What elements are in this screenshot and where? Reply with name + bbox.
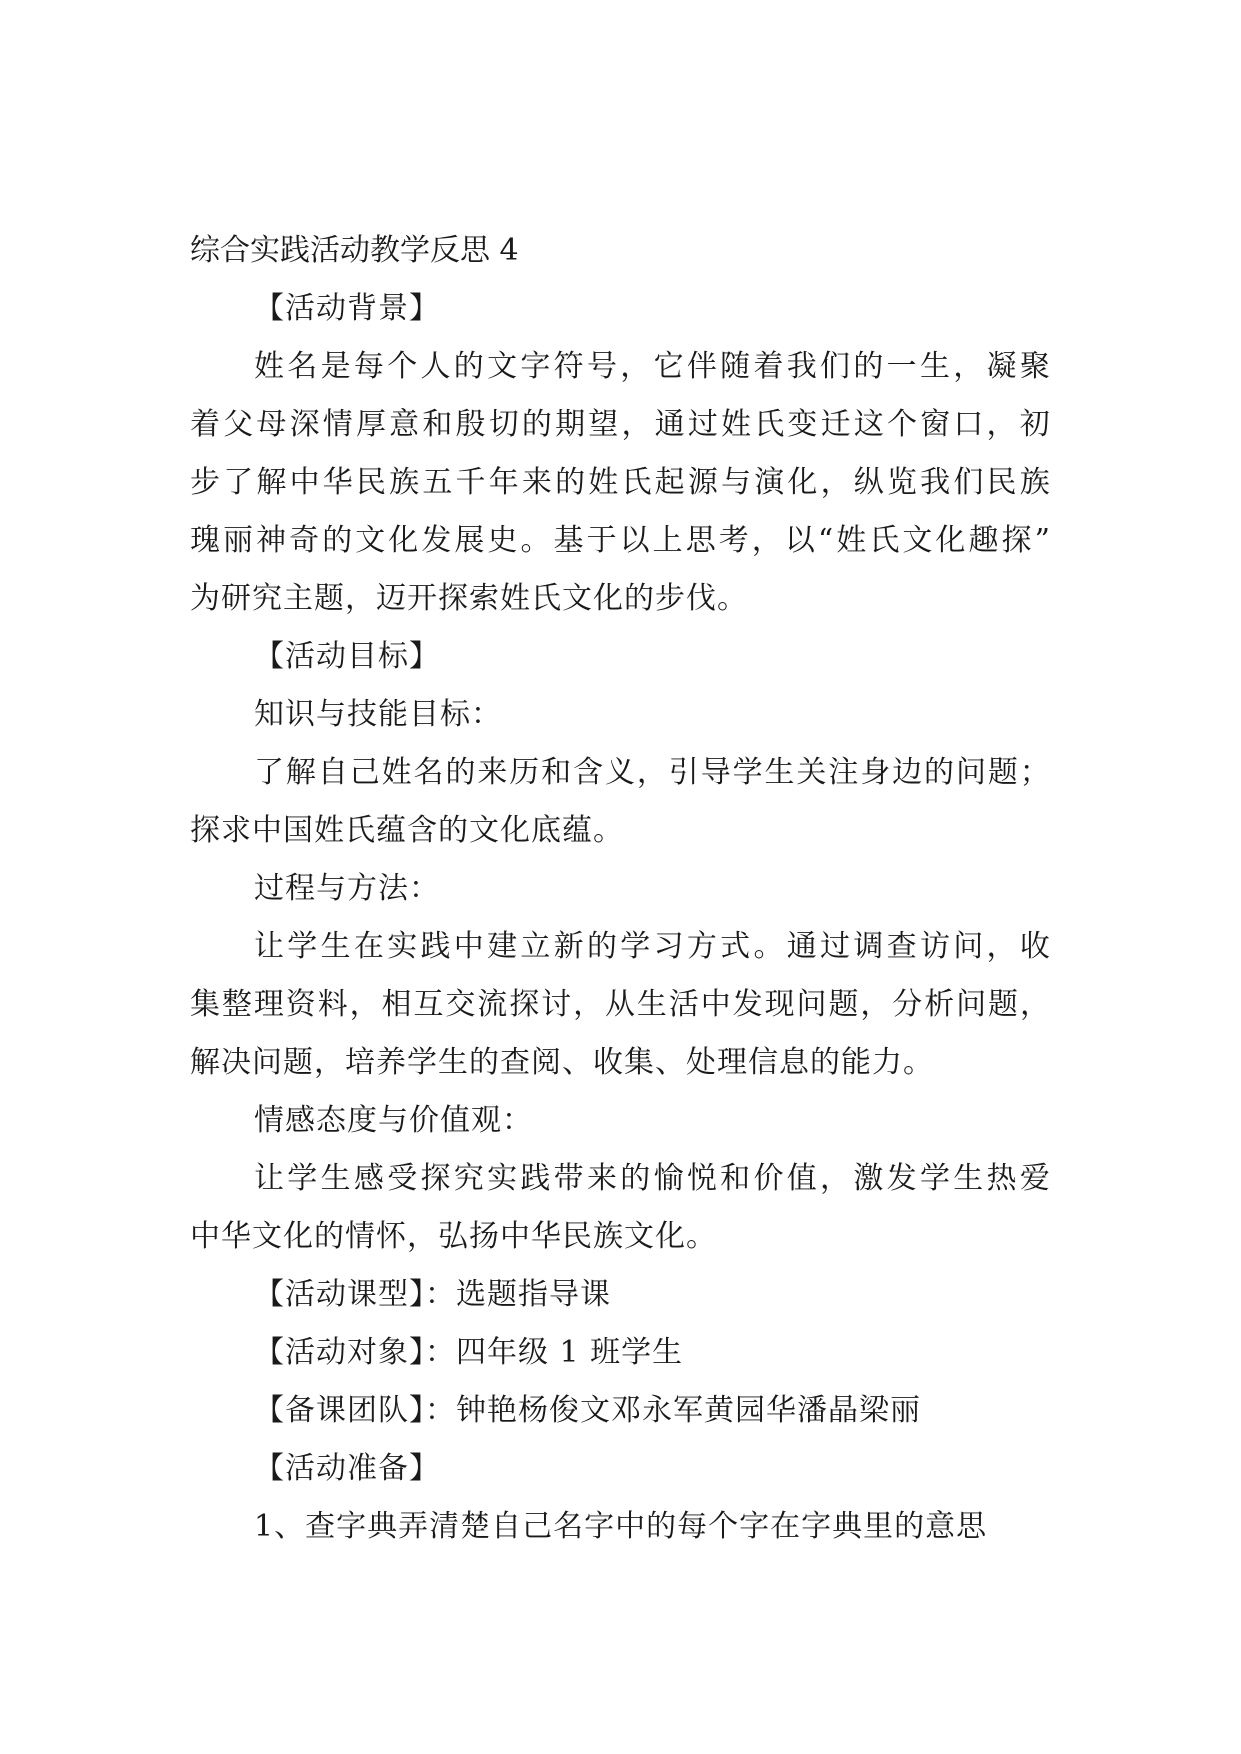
paragraph-line: 【活动背景】	[254, 291, 440, 326]
paragraph-line: 【活动准备】	[254, 1451, 440, 1486]
paragraph-line: 姓 名 是 每 个 人 的 文 字 符 号 ， 它 伴 随 着 我 们 的 一 生 ， 凝 聚	[254, 349, 1050, 384]
paragraph-line: 中华文化的情怀，弘扬中华民族文化。	[190, 1219, 717, 1254]
paragraph-line: 步 了 解 中 华 民 族 五 千 年 来 的 姓 氏 起 源 与 演 化 ， 纵 览 我 们 民 族	[190, 465, 1050, 500]
document-page	[190, 222, 1050, 1556]
document-title: 综合实践活动教学反思 4	[190, 233, 519, 268]
paragraph-line: 探求中国姓氏蕴含的文化底蕴。	[190, 813, 624, 848]
paragraph-line: 过程与方法：	[254, 871, 440, 906]
paragraph-line: 让 学 生 在 实 践 中 建 立 新 的 学 习 方 式 。 通 过 调 查 访 问 ， 收	[254, 929, 1050, 964]
paragraph-line: 1、查字典弄清楚自己名字中的每个字在字典里的意思	[254, 1509, 988, 1544]
paragraph-line: 集 整 理 资 料 ， 相 互 交 流 探 讨 ， 从 生 活 中 发 现 问 题 ， 分 析 问 题 ，	[190, 987, 1050, 1022]
paragraph-line: 让 学 生 感 受 探 究 实 践 带 来 的 愉 悦 和 价 值 ， 激 发 学 生 热 爱	[254, 1161, 1050, 1196]
paragraph-line: 为研究主题，迈开探索姓氏文化的步伐。	[190, 581, 748, 616]
paragraph-line: 【活动课型】：选题指导课	[254, 1277, 611, 1312]
paragraph-line: 了 解 自 己 姓 名 的 来 历 和 含 义 ， 引 导 学 生 关 注 身 边 的 问 题 ；	[254, 755, 1050, 790]
paragraph-line: 【备课团队】：钟艳杨俊文邓永军黄园华潘晶梁丽	[254, 1393, 921, 1428]
paragraph-line: 着 父 母 深 情 厚 意 和 殷 切 的 期 望 ， 通 过 姓 氏 变 迁 这 个 窗 口 ， 初	[190, 407, 1050, 442]
paragraph-line: 解决问题，培养学生的查阅、收集、处理信息的能力。	[190, 1045, 934, 1080]
paragraph-line: 瑰 丽 神 奇 的 文 化 发 展 史 。 基 于 以 上 思 考 ， 以 “ 姓 氏 文 化 趣 探 ”	[190, 523, 1050, 558]
paragraph-line: 【活动目标】	[254, 639, 440, 674]
paragraph-line: 知识与技能目标：	[254, 697, 502, 732]
paragraph-line: 【活动对象】：四年级 1 班学生	[254, 1335, 684, 1370]
document-body	[190, 280, 1050, 1556]
paragraph-line: 情感态度与价值观：	[254, 1103, 533, 1138]
